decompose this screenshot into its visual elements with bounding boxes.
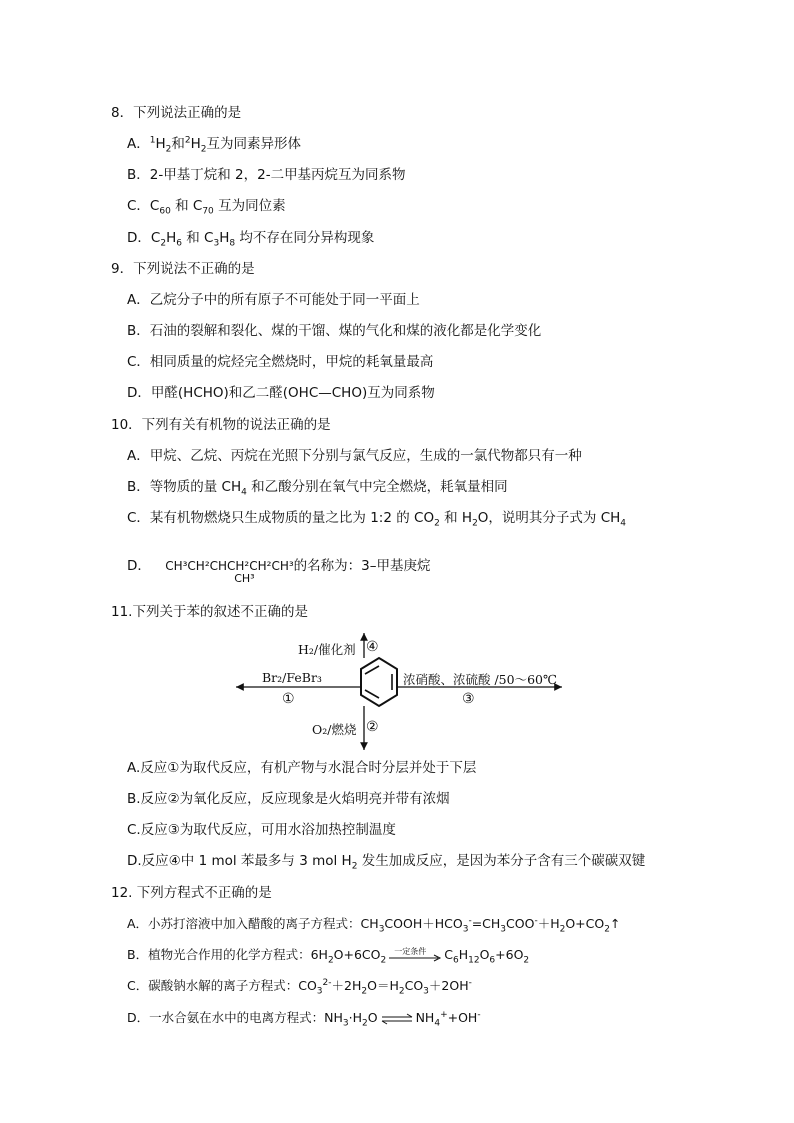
q9-option-a: A．乙烷分子中的所有原子不可能处于同一平面上 [127,292,420,308]
reagent-br2-febr3: Br₂/FeBr₃ [262,670,322,685]
reaction-arrows [228,630,568,755]
q12-option-b: B．植物光合作用的化学方程式：$6H_2O+6CO_2$ 一定条件 $C_6H_{12}O_6+6O_2$ [127,946,530,966]
benzene-reaction-diagram [228,630,568,755]
q11-option-a: A.反应①为取代反应，有机产物与水混合时分层并处于下层 [127,760,477,776]
methyl-branch: CH³ [234,572,255,585]
q10-option-d: D． CH³CH²CHCH²CH²CH³ CH³ 的名称为：3–甲基庚烷 [127,558,431,585]
q9-stem: 9．下列说法不正确的是 [111,261,255,277]
reaction-number-4: ④ [366,639,379,655]
q12-option-a: A．小苏打溶液中加入醋酸的离子方程式：$CH_3COOH+HCO_3^-=CH_3COO^-+H_2O+CO_2↑$ [127,915,621,935]
reaction-number-1: ① [282,691,295,707]
q12-option-c: C．碳酸钠水解的离子方程式：$CO_3^{2-}+2H_2O=H_2CO_3+2OH^-$ [127,977,472,997]
reagent-nitration: 浓硝酸、浓硫酸 /50～60℃ [403,672,557,687]
q10-option-a: A．甲烷、乙烷、丙烷在光照下分别与氯气反应，生成的一氯代物都只有一种 [127,448,582,464]
reagent-o2-combustion: O₂/燃烧 [312,722,357,737]
q11-stem: 11.下列关于苯的叙述不正确的是 [111,604,308,620]
q12-option-d: D．一水合氨在水中的电离方程式：$NH_3\cdot H_2O$ $NH_4^++OH^-$ [127,1009,481,1029]
q9-option-d: D．甲醛(HCHO)和乙二醛(OHC—CHO)互为同系物 [127,385,435,401]
q10-stem: 10．下列有关有机物的说法正确的是 [111,417,331,433]
q10-option-b: B．等物质的量 $CH_4$ 和乙酸分别在氧气中完全燃烧，耗氧量相同 [127,479,508,498]
q8-option-b: B．2-甲基丁烷和 2，2-二甲基丙烷互为同系物 [127,167,406,183]
condition-arrow: 一定条件 [388,949,442,963]
reaction-number-3: ③ [462,691,475,707]
q8-option-c: C．$C_{60}$ 和 $C_{70}$ 互为同位素 [127,198,286,217]
q10-option-c: C．某有机物燃烧只生成物质的量之比为 1:2 的 $CO_2$ 和 $H_2O$，说明其分子式为 $CH_4$ [127,510,627,529]
q11-option-d: D.反应④中 1 mol 苯最多与 3 mol $H_2$ 发生加成反应，是因为苯分子含有三个碳碳双键 [127,853,646,872]
q9-option-b: B．石油的裂解和裂化、煤的干馏、煤的气化和煤的液化都是化学变化 [127,323,542,339]
reaction-number-2: ② [366,719,379,735]
structural-formula: CH³CH²CHCH²CH²CH³ [165,559,294,573]
benzene-ring-icon [361,658,397,706]
q11-option-b: B.反应②为氧化反应，反应现象是火焰明亮并带有浓烟 [127,791,450,807]
reagent-h2-catalyst: H₂/催化剂 [298,642,356,657]
q11-option-c: C.反应③为取代反应，可用水浴加热控制温度 [127,822,396,838]
q8-option-d: D．$C_2H_6$ 和 $C_3H_8$ 均不存在同分异构现象 [127,230,375,249]
q12-stem: 12. 下列方程式不正确的是 [111,885,272,901]
equilibrium-arrow-icon [380,1013,414,1025]
right-arrow-icon [388,951,442,965]
q8-option-a: A．$^1H_2$和$^2H_2$互为同素异形体 [127,135,301,155]
q8-stem: 8．下列说法正确的是 [111,105,242,121]
q9-option-c: C．相同质量的烷烃完全燃烧时，甲烷的耗氧量最高 [127,354,434,370]
